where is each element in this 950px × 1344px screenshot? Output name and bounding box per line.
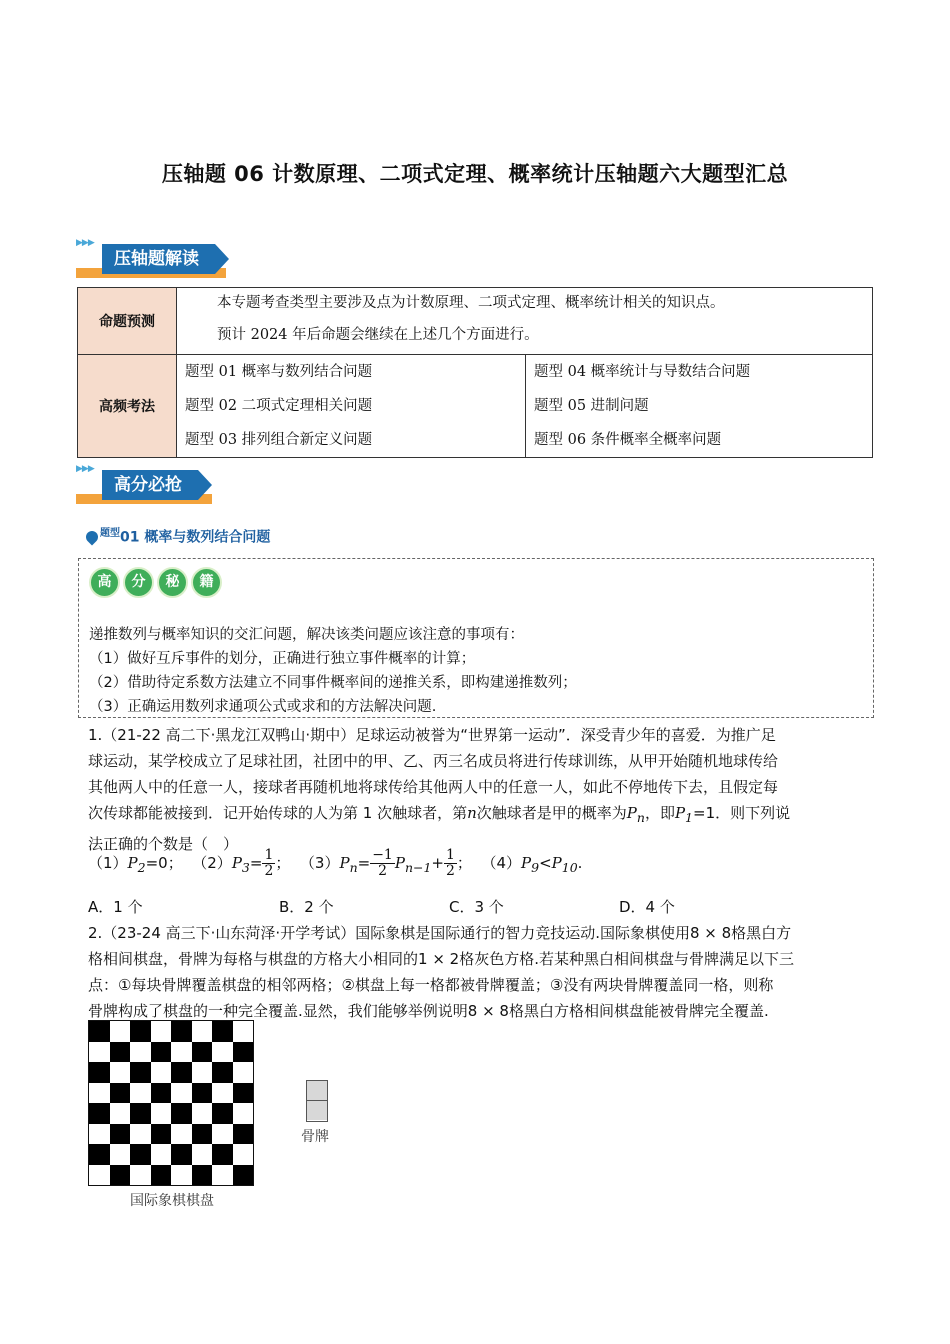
board-caption: 国际象棋棋盘 bbox=[130, 1193, 214, 1209]
board-square bbox=[233, 1165, 254, 1186]
board-square bbox=[151, 1042, 172, 1063]
board-square bbox=[212, 1083, 233, 1104]
board-square bbox=[212, 1165, 233, 1186]
q2-line: 点：①每块骨牌覆盖棋盘的相邻两格；②棋盘上每一格都被骨牌覆盖；③没有两块骨牌覆盖同一格，则称 bbox=[88, 976, 774, 994]
board-square bbox=[110, 1124, 131, 1145]
location-pin-icon bbox=[84, 528, 101, 545]
badge-circle: 秘 bbox=[157, 567, 188, 598]
option-a[interactable]: A．1 个 bbox=[88, 898, 143, 916]
row-label-frequent: 高频考法 bbox=[78, 355, 177, 458]
qtype-label: 01 概率与数列结合问题 bbox=[120, 529, 271, 546]
board-square bbox=[89, 1021, 110, 1042]
board-square bbox=[212, 1103, 233, 1124]
prediction-line: 本专题考查类型主要涉及点为计数原理、二项式定理、概率统计相关的知识点。 bbox=[217, 295, 725, 311]
question-type-heading bbox=[86, 524, 270, 547]
domino-caption: 骨牌 bbox=[301, 1129, 329, 1145]
banner-label: 高分必抢 bbox=[102, 470, 198, 500]
board-square bbox=[110, 1062, 131, 1083]
board-square bbox=[130, 1021, 151, 1042]
board-square bbox=[151, 1062, 172, 1083]
q2-line: 格相间棋盘，骨牌为每格与棋盘的方格大小相同的1 × 2格灰色方格.若某种黑白相间棋盘与骨牌满足以下三 bbox=[88, 950, 794, 968]
tips-box bbox=[78, 558, 874, 718]
board-square bbox=[192, 1042, 213, 1063]
board-square bbox=[89, 1042, 110, 1063]
board-square bbox=[151, 1021, 172, 1042]
tip-line: （1）做好互斥事件的划分，正确进行独立事件概率的计算； bbox=[89, 651, 476, 667]
board-square bbox=[89, 1124, 110, 1145]
row-label-prediction: 命题预测 bbox=[78, 288, 177, 355]
board-square bbox=[151, 1165, 172, 1186]
board-square bbox=[171, 1165, 192, 1186]
board-square bbox=[233, 1062, 254, 1083]
board-square bbox=[212, 1062, 233, 1083]
board-square bbox=[130, 1144, 151, 1165]
prediction-line: 预计 2024 年后命题会继续在上述几个方面进行。 bbox=[217, 327, 539, 343]
board-square bbox=[110, 1042, 131, 1063]
board-square bbox=[130, 1165, 151, 1186]
tip-line: （3）正确运用数列求通项公式或求和的方法解决问题. bbox=[89, 699, 437, 715]
board-square bbox=[192, 1021, 213, 1042]
q1-statements bbox=[88, 848, 582, 879]
board-square bbox=[171, 1124, 192, 1145]
board-square bbox=[89, 1103, 110, 1124]
board-square bbox=[192, 1124, 213, 1145]
board-square bbox=[212, 1021, 233, 1042]
board-square bbox=[212, 1124, 233, 1145]
statement-3: $(3)P_n=$ $\frac{-1}{2}$ $P_{n-1}+$ $\frac{1}{2}$ ； bbox=[299, 847, 472, 879]
option-c[interactable]: C．3 个 bbox=[449, 898, 504, 916]
board-square bbox=[130, 1124, 151, 1145]
board-square bbox=[89, 1165, 110, 1186]
board-square bbox=[110, 1083, 131, 1104]
chessboard bbox=[88, 1020, 254, 1186]
board-square bbox=[110, 1144, 131, 1165]
banner-label: 压轴题解读 bbox=[102, 244, 215, 274]
qtype-tag: 题型 bbox=[100, 528, 120, 539]
board-square bbox=[89, 1083, 110, 1104]
section-banner-interpretation bbox=[76, 238, 228, 280]
board-square bbox=[110, 1103, 131, 1124]
q1-line: 1.（21-22 高二下·黑龙江双鸭山·期中）足球运动被誉为“世界第一运动”．深受青少年的喜爱．为推广足 bbox=[88, 726, 776, 744]
board-square bbox=[171, 1021, 192, 1042]
page-title: 压轴题 06 计数原理、二项式定理、概率统计压轴题六大题型汇总 bbox=[161, 162, 789, 186]
board-square bbox=[151, 1083, 172, 1104]
topic-item: 题型 04 概率统计与导数结合问题 bbox=[534, 364, 751, 380]
board-square bbox=[130, 1042, 151, 1063]
board-square bbox=[110, 1021, 131, 1042]
board-square bbox=[212, 1042, 233, 1063]
q2-line: 2.（23-24 高三下·山东菏泽·开学考试）国际象棋是国际通行的智力竞技运动.国际象棋使用8 × 8格黑白方 bbox=[88, 924, 792, 942]
board-square bbox=[151, 1124, 172, 1145]
option-d[interactable]: D．4 个 bbox=[619, 898, 675, 916]
board-square bbox=[130, 1083, 151, 1104]
topic-item: 题型 03 排列组合新定义问题 bbox=[185, 432, 373, 448]
board-square bbox=[233, 1042, 254, 1063]
board-square bbox=[89, 1144, 110, 1165]
arrow-icon: ▶▶▶ bbox=[76, 464, 94, 474]
board-square bbox=[233, 1083, 254, 1104]
q1-line: 次传球都能被接到．记开始传球的人为第 1 次触球者，第n次触球者是甲的概率为$P_n$，即$P_1=1$．则下列说 bbox=[88, 804, 791, 825]
statement-1: $(1)P_2=0$； bbox=[88, 854, 183, 875]
q1-line: 法正确的个数是（ ） bbox=[88, 835, 239, 853]
board-square bbox=[171, 1083, 192, 1104]
tip-line: （2）借助待定系数方法建立不同事件概率间的递推关系，即构建递推数列； bbox=[89, 675, 577, 691]
q2-line: 骨牌构成了棋盘的一种完全覆盖.显然，我们能够举例说明8 × 8格黑白方格相间棋盘能被骨牌完全覆盖. bbox=[88, 1002, 769, 1020]
q1-line: 其他两人中的任意一人，接球者再随机地将球传给其他两人中的任意一人，如此不停地传下去，且假定每 bbox=[88, 778, 779, 796]
board-square bbox=[130, 1103, 151, 1124]
board-square bbox=[171, 1042, 192, 1063]
board-square bbox=[192, 1083, 213, 1104]
board-square bbox=[192, 1144, 213, 1165]
board-square bbox=[233, 1144, 254, 1165]
board-square bbox=[171, 1062, 192, 1083]
board-square bbox=[192, 1103, 213, 1124]
board-square bbox=[192, 1062, 213, 1083]
prediction-table bbox=[77, 287, 873, 458]
topic-item: 题型 06 条件概率全概率问题 bbox=[534, 432, 722, 448]
board-square bbox=[171, 1103, 192, 1124]
arrow-icon: ▶▶▶ bbox=[76, 238, 94, 248]
question-2 bbox=[88, 920, 878, 1024]
badge-circle: 分 bbox=[123, 567, 154, 598]
board-square bbox=[130, 1062, 151, 1083]
topic-item: 题型 02 二项式定理相关问题 bbox=[185, 398, 373, 414]
topic-item: 题型 01 概率与数列结合问题 bbox=[185, 364, 373, 380]
q1-line: 球运动，某学校成立了足球社团，社团中的甲、乙、丙三名成员将进行传球训练，从甲开始随机地球传给 bbox=[88, 752, 779, 770]
tips-badges bbox=[89, 567, 222, 598]
statement-4: $(4)P_9<P_{10}$. bbox=[481, 854, 583, 875]
board-square bbox=[233, 1103, 254, 1124]
board-square bbox=[233, 1021, 254, 1042]
section-banner-highscore bbox=[76, 464, 216, 506]
board-square bbox=[151, 1103, 172, 1124]
board-square bbox=[151, 1144, 172, 1165]
topic-item: 题型 05 进制问题 bbox=[534, 398, 649, 414]
board-square bbox=[110, 1165, 131, 1186]
board-square bbox=[233, 1124, 254, 1145]
badge-circle: 籍 bbox=[191, 567, 222, 598]
tip-line: 递推数列与概率知识的交汇问题，解决该类问题应该注意的事项有： bbox=[89, 627, 524, 643]
question-1 bbox=[88, 722, 878, 857]
board-square bbox=[89, 1062, 110, 1083]
board-square bbox=[171, 1144, 192, 1165]
board-square bbox=[192, 1165, 213, 1186]
domino-tile bbox=[306, 1080, 328, 1122]
badge-circle: 高 bbox=[89, 567, 120, 598]
option-b[interactable]: B．2 个 bbox=[279, 898, 334, 916]
statement-2: $(2)P_3=$ $\frac{1}{2}$ ； bbox=[192, 847, 291, 879]
board-square bbox=[212, 1144, 233, 1165]
